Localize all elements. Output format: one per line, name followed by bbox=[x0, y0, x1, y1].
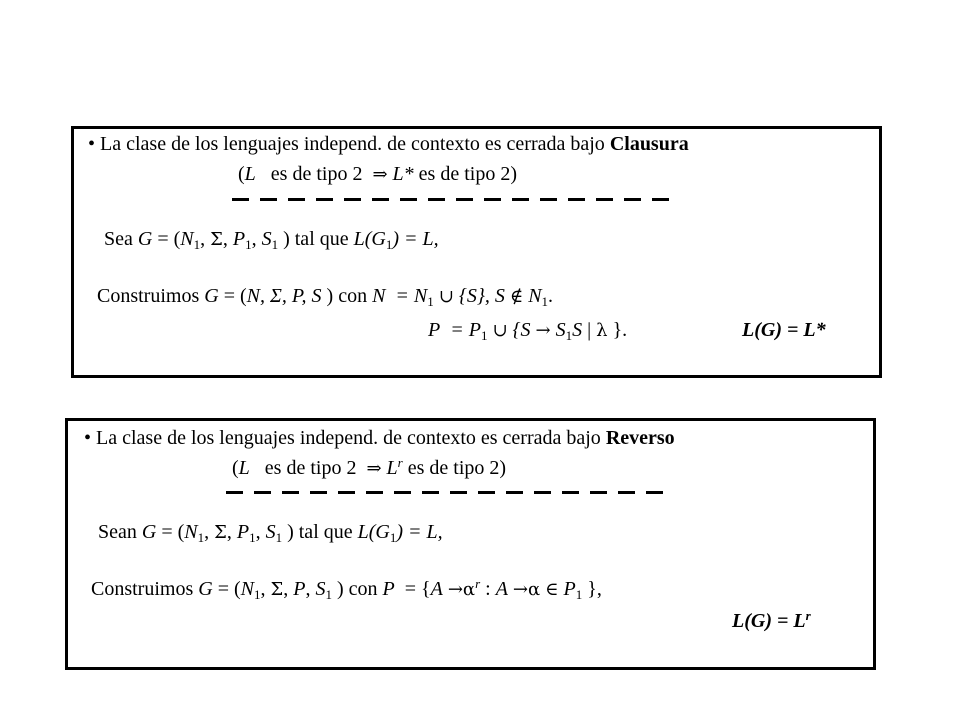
property-reverso: Reverso bbox=[605, 427, 675, 449]
reverso-statement bbox=[84, 426, 675, 450]
property-clausura: Clausura bbox=[609, 133, 689, 155]
bullet: • bbox=[88, 133, 96, 155]
clausura-statement bbox=[88, 132, 689, 156]
clausura-construction: Construimos G = (N, Σ, P, S ) con $N = N_1$ ∪ {S}, S ∉ $N_1$. bbox=[97, 285, 554, 309]
clausura-result: L(G) = L* bbox=[742, 319, 826, 341]
reverso-construction: Construimos $G = (N_1$, Σ, P, $S_1$ ) con $P = \{A \to\alpha^r$ : A →α ∈ $P_1$ }, bbox=[91, 576, 602, 602]
clausura-grammar-def: Sea $G = (N_1$, Σ, $P_1$, $S_1$ ) tal que $L(G_1) = L$, bbox=[104, 228, 439, 252]
dashed-separator bbox=[226, 491, 666, 494]
reverso-implication: (L es de tipo 2 ⇒ $L^r$ es de tipo 2) bbox=[232, 455, 507, 479]
implies-symbol: ⇒ bbox=[372, 164, 388, 185]
implies-symbol: ⇒ bbox=[366, 458, 382, 479]
clausura-implication: (L es de tipo 2 ⇒ L* es de tipo 2) bbox=[238, 163, 517, 185]
reverso-result: $L(G) = L^r$ bbox=[732, 608, 811, 632]
bullet: • bbox=[84, 427, 92, 449]
statement-text: La clase de los lenguajes independ. de contexto es cerrada bajo bbox=[100, 133, 605, 155]
reverso-grammar-def: Sean $G = (N_1$, Σ, $P_1$, $S_1$ ) tal que $L(G_1) = L$, bbox=[98, 521, 443, 545]
dashed-separator bbox=[232, 198, 672, 201]
statement-text: La clase de los lenguajes independ. de contexto es cerrada bajo bbox=[96, 427, 601, 449]
clausura-production: $P = P_1$ ∪ {$S \to S_1S$ | λ }. bbox=[428, 319, 628, 343]
